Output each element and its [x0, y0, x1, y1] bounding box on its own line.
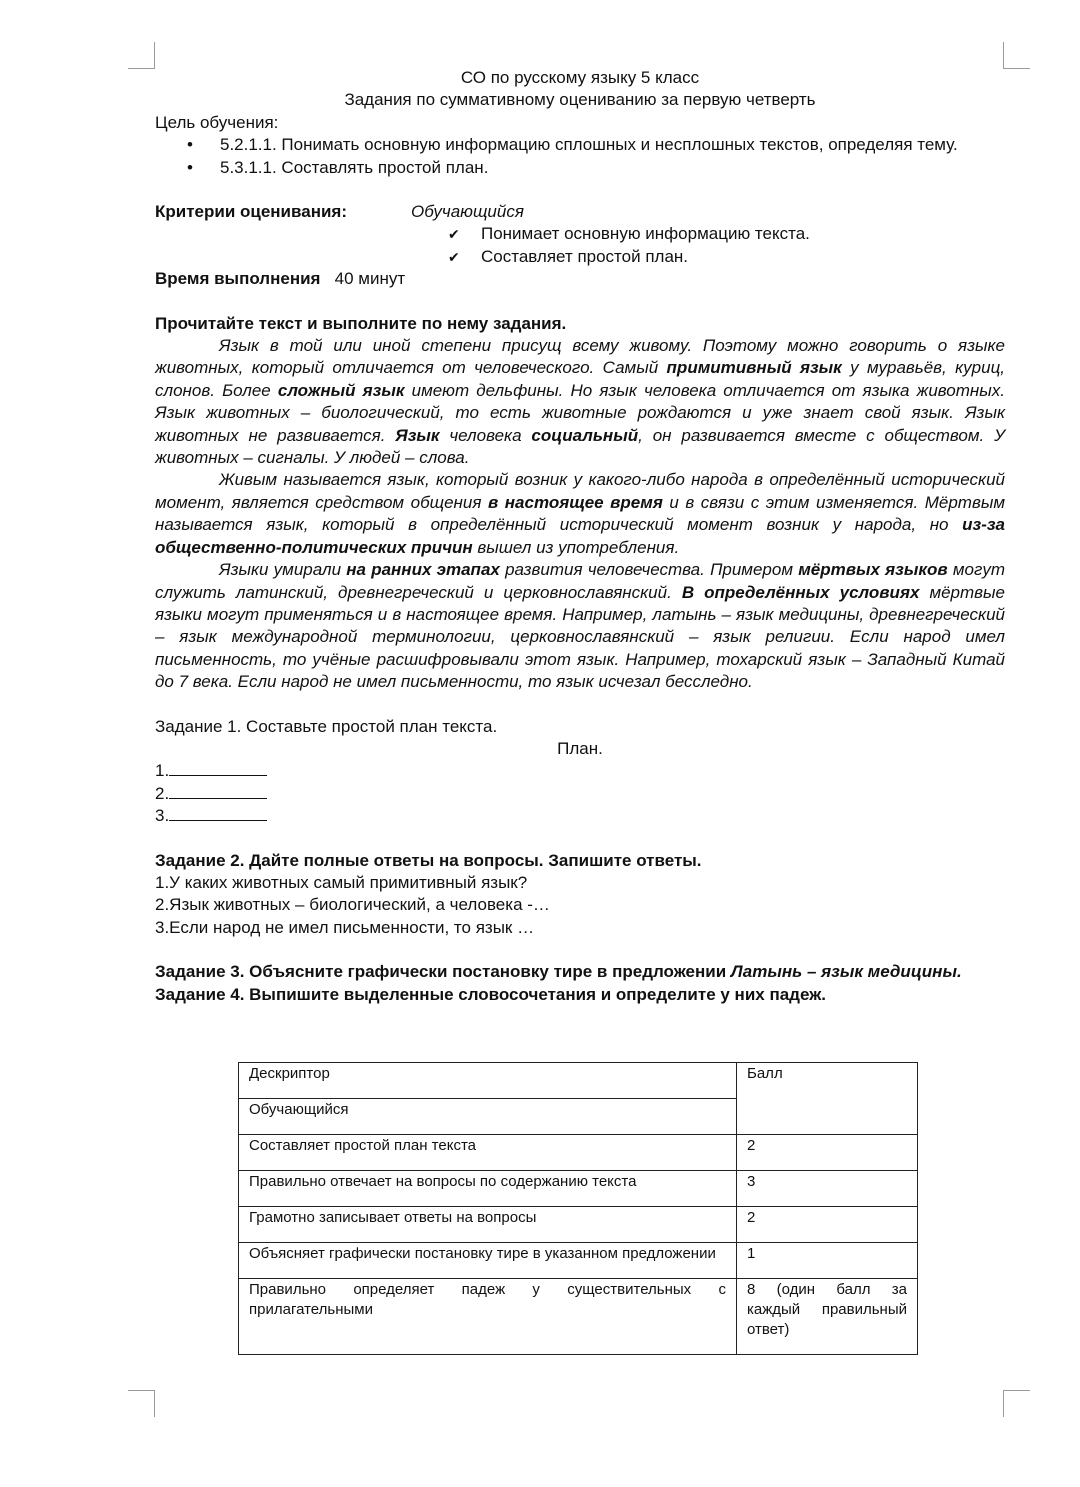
- highlight-phrase: мёртвых языков: [798, 560, 948, 580]
- header-subject: СО по русскому языку 5 класс: [460, 68, 700, 87]
- crop-mark-bottom-left: [128, 1390, 155, 1417]
- table-row: Грамотно записывает ответы на вопросы 2: [239, 1207, 918, 1243]
- plan-heading: План.: [557, 738, 603, 758]
- document-page: [155, 67, 1005, 1006]
- table-row: Составляет простой план текста 2: [239, 1135, 918, 1171]
- table-row: Правильно определяет падеж у существительных с прилагательными 8 (один балл за каждый правильный ответ): [239, 1279, 918, 1355]
- task2-question: 1.У каких животных самый примитивный язык?: [155, 872, 528, 892]
- highlight-phrase: в настоящее время: [487, 492, 663, 512]
- highlight-phrase: В определённых условиях: [681, 582, 920, 602]
- table-header-ball: Балл: [737, 1063, 918, 1135]
- highlight-phrase: примитивный язык: [666, 358, 842, 378]
- table-header-descriptor: Дескриптор: [239, 1063, 737, 1099]
- highlight-phrase: сложный язык: [277, 380, 405, 400]
- table-row: Объясняет графически постановку тире в указанном предложении 1: [239, 1243, 918, 1279]
- task1-title: Задание 1. Составьте простой план текста.: [155, 716, 498, 736]
- criteria-row: [155, 201, 1005, 223]
- time-value: 40 минут: [334, 269, 406, 289]
- task4-title: Задание 4. Выпишите выделенные словосочетания и определите у них падеж.: [155, 984, 826, 1004]
- highlight-phrase: социальный: [531, 425, 639, 445]
- task2-title: Задание 2. Дайте полные ответы на вопросы. Запишите ответы.: [155, 850, 702, 870]
- table-subheader-learner: Обучающийся: [239, 1099, 737, 1135]
- task3-example: Латынь – язык медицины.: [730, 962, 962, 982]
- criteria-label: Критерии оценивания:: [155, 202, 347, 222]
- text-paragraph-3: Языки умирали на ранних этапах развития человечества. Примером мёртвых языков могут служить латинский, древнегреческий и церковнославянский. В определённых условиях мёртвые языки могут применяться и в настоящее время. Например, латынь – язык медицины, древнегреческий – язык международной терминологии, церковнославянский – язык религии. Если народ имел письменность, то учёные расшифровывали этот язык. Например, тохарский язык – Западный Китай до 7 века. Если народ не имел письменности, то язык исчезал бесследно.: [155, 560, 1005, 692]
- task2-question: 2.Язык животных – биологический, а человека -…: [155, 895, 550, 915]
- plan-line-2: 2.: [155, 783, 1005, 805]
- text-paragraph-1: Язык в той или иной степени присущ всему живому. Поэтому можно говорить о языке животных, который отличается от человеческого. Самый примитивный язык у муравьёв, куриц, слонов. Более сложный язык имеют дельфины. Но язык человека отличается от языка животных. Язык животных – биологический, то есть животные рождаются и уже знает свой язык. Язык животных не развивается. Язык человека социальный, он развивается вместе с обществом. У животных – сигналы. У людей – слова.: [155, 336, 1006, 468]
- crop-mark-bottom-right: [1003, 1390, 1030, 1417]
- criteria-item: ✔ Понимает основную информацию текста.: [155, 223, 1005, 245]
- criteria-learner: Обучающийся: [411, 202, 524, 222]
- criteria-item: ✔ Составляет простой план.: [155, 246, 1005, 268]
- goal-item: • 5.2.1.1. Понимать основную информацию сплошных и несплошных текстов, определяя тему.: [155, 134, 1005, 156]
- task3-title: Задание 3. Объясните графически постановку тире в предложении Латынь – язык медицины.: [155, 962, 962, 982]
- goal-list: [155, 134, 1005, 179]
- plan-line-3: 3.: [155, 805, 1005, 827]
- text-paragraph-2: Живым называется язык, который возник у какого-либо народа в определённый исторический момент, является средством общения в настоящее время и в связи с этим изменяется. Мёртвым называется язык, который в определённый исторический момент возник у народа, но из-за общественно-политических причин вышел из употребления.: [155, 470, 1005, 557]
- crop-mark-top-left: [128, 42, 155, 69]
- highlight-phrase: из-за общественно-политических причин: [155, 515, 1005, 557]
- time-row: [155, 268, 1005, 290]
- plan-line-1: 1.: [155, 760, 1005, 782]
- table-row: Правильно отвечает на вопросы по содержанию текста 3: [239, 1171, 918, 1207]
- task2-question: 3.Если народ не имел письменности, то язык …: [155, 917, 535, 937]
- highlight-phrase: Язык: [395, 425, 440, 445]
- goal-label: Цель обучения:: [155, 112, 279, 132]
- reading-text: [155, 335, 1005, 694]
- highlight-phrase: на ранних этапах: [346, 560, 500, 580]
- descriptor-table: [238, 1062, 918, 1355]
- header-title: Задания по суммативному оцениванию за первую четверть: [344, 90, 816, 110]
- time-label: Время выполнения: [155, 269, 321, 289]
- goal-item: • 5.3.1.1. Составлять простой план.: [155, 157, 1005, 179]
- crop-mark-top-right: [1003, 42, 1030, 69]
- reading-instruction: Прочитайте текст и выполните по нему задания.: [155, 313, 567, 333]
